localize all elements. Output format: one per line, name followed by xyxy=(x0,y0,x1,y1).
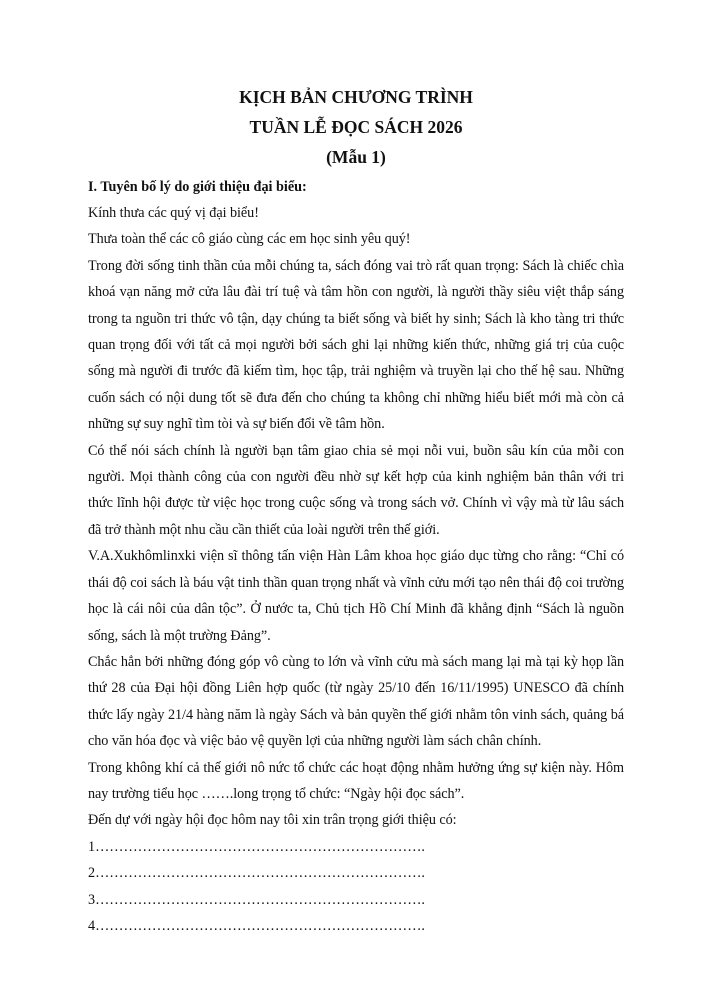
document-subtitle: TUẦN LỄ ĐỌC SÁCH 2026 xyxy=(249,117,463,137)
section-heading: I. Tuyên bố lý do giới thiệu đại biểu: xyxy=(88,179,307,195)
document-title: KỊCH BẢN CHƯƠNG TRÌNH xyxy=(239,87,473,107)
guest-list-line-3: 3……………………………………………………………. xyxy=(88,891,425,908)
guest-list-line-4: 4……………………………………………………………. xyxy=(88,917,425,934)
paragraph-unesco: Chắc hẳn bởi những đóng góp vô cùng to lớn và vĩnh cửu mà sách mang lại mà tại kỳ họp lần thứ 28 của Đại hội đồng Liên hợp quốc (từ ngày 25/10 đến 16/11/1995) UNESCO đã chính thức lấy ngày 21/4 hàng năm là ngày Sách và bản quyền thế giới nhằm tôn vinh sách, quảng bá cho văn hóa đọc và việc bảo vệ quyền lợi của những người làm sách chân chính. xyxy=(88,653,624,750)
guest-list-line-1: 1……………………………………………………………. xyxy=(88,838,425,855)
paragraph-quotes: V.A.Xukhômlinxki viện sĩ thông tấn viện Hàn Lâm khoa học giáo dục từng cho rằng: “Chỉ có thái độ coi sách là báu vật tinh thần quan trọng nhất và vĩnh cửu mới tạo nên thái độ coi trường học là cái nôi của dân tộc”. Ở nước ta, Chủ tịch Hồ Chí Minh đã khẳng định “Sách là nguồn sống, sách là một trường Đảng”. xyxy=(88,548,624,644)
document-variant: (Mẫu 1) xyxy=(326,147,386,167)
paragraph-introduction: Đến dự với ngày hội đọc hôm nay tôi xin trân trọng giới thiệu có: xyxy=(88,812,457,829)
guest-list-line-2: 2……………………………………………………………. xyxy=(88,865,425,882)
greeting-teachers-students: Thưa toàn thể các cô giáo cùng các em học sinh yêu quý! xyxy=(88,231,411,248)
paragraph-school-event: Trong không khí cả thế giới nô nức tổ chức các hoạt động nhằm hưởng ứng sự kiện này. Hôm nay trường tiểu học …….long trọng tổ chức: “Ngày hội đọc sách”. xyxy=(88,759,624,802)
paragraph-role-of-books: Trong đời sống tinh thần của mỗi chúng ta, sách đóng vai trò rất quan trọng: Sách là chiếc chìa khoá vạn năng mở cửa lâu đài trí tuệ và tâm hồn con người, là người thầy siêu việt thắp sáng trong ta nguồn tri thức vô tận, dạy chúng ta biết sống và biết hy sinh; Sách là kho tàng tri thức quan trọng đối với tất cả mọi người bởi sách ghi lại những kiến thức, những giá trị của cuộc sống mà người đi trước đã kiếm tìm, học tập, trải nghiệm và truyền lại cho thế hệ sau. Những cuốn sách có nội dung tốt sẽ đưa đến cho chúng ta không chỉ những hiểu biết mới mà còn cả những sự suy nghĩ tìm tòi và sự biến đổi về tâm hồn. xyxy=(88,257,624,433)
paragraph-books-as-friend: Có thể nói sách chính là người bạn tâm giao chia sẻ mọi nỗi vui, buồn sâu kín của mỗi con người. Mọi thành công của con người đều nhờ sự kết hợp của kinh nghiệm bản thân với tri thức lĩnh hội được từ việc học trong cuộc sống và trong sách vở. Chính vì vậy mà từ lâu sách đã trở thành một nhu cầu cần thiết của loài người trên thế giới. xyxy=(88,442,624,538)
greeting-guests: Kính thưa các quý vị đại biểu! xyxy=(88,205,259,221)
